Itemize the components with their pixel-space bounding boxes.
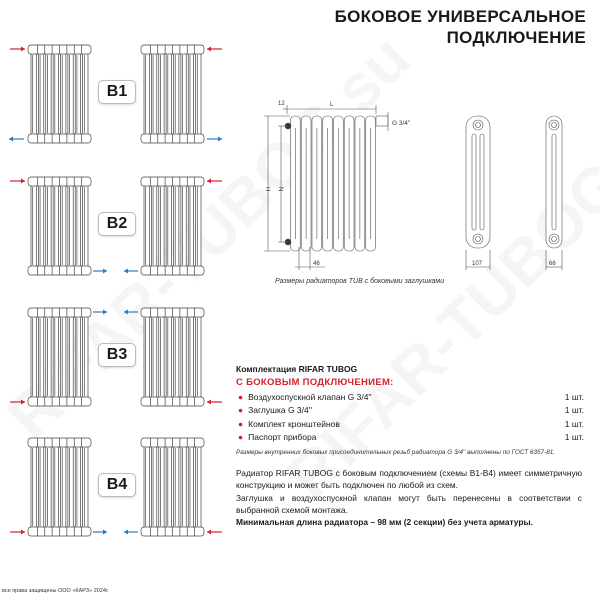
kit-item-name — [238, 419, 340, 429]
scheme-b2 — [0, 176, 230, 276]
return-arrow-icon — [93, 269, 107, 274]
return-arrow-icon — [93, 310, 107, 315]
drawing-caption: Размеры радиаторов TUB с боковыми заглушками — [275, 278, 445, 285]
bullet-icon: ● — [238, 432, 244, 442]
scheme-label: B4 — [98, 473, 136, 497]
scheme-b4 — [0, 437, 230, 537]
bullet-icon: ● — [238, 418, 244, 429]
title-line-2: ПОДКЛЮЧЕНИЕ — [446, 28, 586, 47]
kit-item-label: Паспорт прибора — [248, 432, 317, 442]
radiator — [28, 177, 91, 275]
kit-item-name — [238, 392, 372, 402]
dimension-drawing — [250, 92, 600, 277]
return-arrow-icon — [93, 530, 107, 535]
kit-heading: Комплектация RIFAR TUBOG — [236, 364, 358, 374]
return-arrow-icon — [124, 530, 138, 535]
kit-item-qty: 1 шт. — [564, 432, 584, 442]
kit-item — [236, 392, 584, 402]
kit-item-name — [238, 405, 312, 415]
radiator — [28, 438, 91, 536]
kit-item — [236, 432, 584, 442]
kit-section — [236, 364, 584, 456]
dim-n: N — [277, 187, 283, 192]
supply-arrow-icon — [10, 179, 25, 184]
kit-item-name — [238, 432, 316, 442]
dim-107: 107 — [472, 261, 483, 267]
kit-subheading: С БОКОВЫМ ПОДКЛЮЧЕНИЕМ: — [236, 377, 394, 388]
return-arrow-icon — [207, 137, 222, 142]
radiator — [141, 438, 204, 536]
kit-item-qty: 1 шт. — [564, 418, 584, 429]
supply-arrow-icon — [207, 179, 222, 184]
description-p1: Радиатор RIFAR TUBOG с боковым подключением (схемы В1-В4) имеет симметричную конструкцию и может быть подключен по любой из схем. — [236, 468, 582, 491]
page-title — [335, 6, 586, 48]
dim-h: H — [264, 187, 270, 192]
return-arrow-icon — [9, 137, 24, 142]
radiator — [141, 177, 204, 275]
bullet-icon: ● — [238, 391, 244, 402]
radiator — [141, 45, 204, 143]
kit-item-label: Воздухоспускной клапан G 3/4'' — [248, 391, 372, 402]
description-p2: Заглушка и воздухоспускной клапан могут быть перенесены в соответствии с выбранной схемой монтажа. — [236, 492, 582, 515]
scheme-b1 — [0, 44, 230, 144]
dim-46: 46 — [313, 261, 320, 267]
dim-12: 12 — [278, 101, 285, 107]
radiator — [141, 308, 204, 406]
kit-item-label: Заглушка G 3/4'' — [248, 405, 312, 415]
front-view — [285, 116, 376, 251]
supply-arrow-icon — [10, 530, 25, 535]
side-view-107 — [466, 116, 490, 270]
supply-arrow-icon — [10, 47, 25, 52]
bullet-icon: ● — [238, 405, 244, 415]
supply-arrow-icon — [10, 400, 25, 405]
kit-item-qty: 1 шт. — [564, 405, 584, 415]
scheme-label: B2 — [98, 212, 136, 236]
supply-arrow-icon — [207, 47, 222, 52]
kit-item-label: Комплект кронштейнов — [248, 418, 340, 429]
title-line-1: БОКОВОЕ УНИВЕРСАЛЬНОЕ — [334, 7, 586, 26]
kit-item — [236, 405, 584, 415]
dim-66: 66 — [549, 261, 556, 267]
scheme-label: B1 — [98, 80, 136, 104]
scheme-label: B3 — [98, 343, 136, 367]
scheme-b3 — [0, 307, 230, 407]
thread-size: G 3/4'' — [392, 120, 411, 127]
copyright: все права защищены ООО «КАРЗ» 2024г. — [2, 588, 109, 594]
kit-item-qty: 1 шт. — [564, 391, 584, 402]
side-view-66 — [546, 116, 562, 270]
kit-note: Размеры внутренних боковых присоединительных резьб радиатора G 3/4'' выполнены по ГОСТ 6357-81. — [236, 449, 556, 456]
dim-l: L — [330, 102, 334, 108]
supply-arrow-icon — [207, 400, 222, 405]
supply-arrow-icon — [207, 530, 222, 535]
radiator — [28, 45, 91, 143]
description-p3: Минимальная длина радиатора – 98 мм (2 секции) без учета арматуры. — [236, 517, 533, 528]
return-arrow-icon — [124, 269, 138, 274]
radiator — [28, 308, 91, 406]
return-arrow-icon — [124, 310, 138, 315]
description — [236, 467, 582, 528]
kit-item — [236, 419, 584, 429]
